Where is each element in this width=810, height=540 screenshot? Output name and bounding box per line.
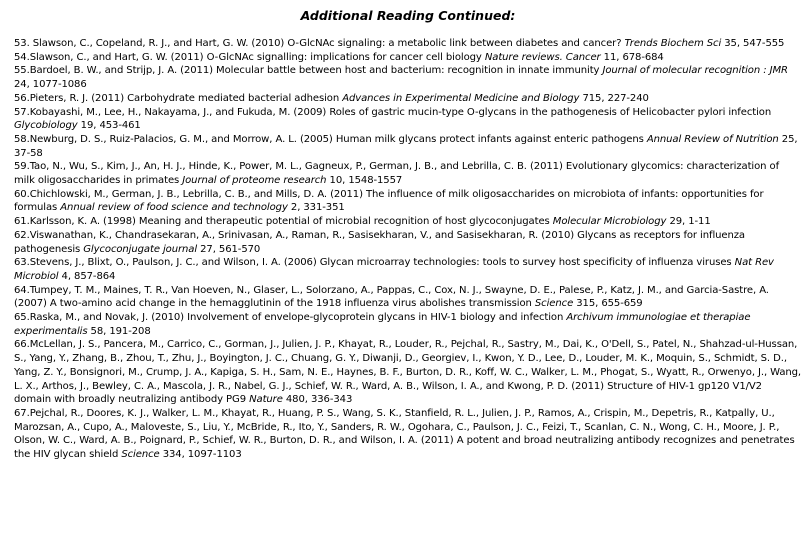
reference-number: 61. <box>14 216 30 228</box>
reference-item <box>14 407 802 462</box>
reference-details: 2, 331-351 <box>287 202 345 214</box>
reference-authors-title: Chichlowski, M., German, J. B., Lebrilla, C. B., and Mills, D. A. (2011) The influence of milk oligosaccharides on microbiota of infants: opportunities for formulas <box>14 188 764 214</box>
reference-number: 53. <box>14 38 30 49</box>
reference-journal: Glycoconjugate journal <box>83 243 198 255</box>
reference-number: 62. <box>14 229 30 241</box>
reference-details: 334, 1097-1103 <box>159 449 242 461</box>
reference-authors-title: Pejchal, R., Doores, K. J., Walker, L. M., Khayat, R., Huang, P. S., Wang, S. K., Stanfield, R. L., Julien, J. P., Ramos, A., Crispin, M., Depetris, R., Katpally, U., Marozsan, A., Cupo, A., Maloveste, S., Liu, Y., McBride, R., Ito, Y., Sanders, R. W., Ogohara, C., Paulson, J. C., Feizi, T., Scanlan, C. N., Wong, C. H., Moore, J. P., Olson, W. C., Ward, A. B., Poignard, P., Schief, W. R., Burton, D. R., and Wilson, I. A. (2011) A potent and broad neutralizing antibody recognizes and penetrates the HIV glycan shield <box>14 407 795 461</box>
reference-item <box>14 37 802 51</box>
reference-details: 11, 678-684 <box>600 51 664 63</box>
reference-journal: Molecular Microbiology <box>552 216 667 228</box>
reference-item <box>14 106 802 133</box>
reference-details: 715, 227-240 <box>579 92 649 104</box>
reference-authors-title: Slawson, C., and Hart, G. W. (2011) O-GlcNAc signalling: implications for cancer cell biology <box>29 51 485 63</box>
reference-journal: Nat Rev Microbiol <box>14 257 774 282</box>
reference-list <box>14 37 802 462</box>
reference-journal: Science <box>121 449 160 461</box>
reference-details: 10, 1548-1557 <box>326 175 403 187</box>
reference-details: 19, 453-461 <box>77 120 141 132</box>
reference-details: 35, 547-555 <box>721 38 785 49</box>
reference-journal: Nature reviews. Cancer <box>484 51 601 63</box>
reference-authors-title: Raska, M., and Novak, J. (2010) Involvement of envelope-glycoprotein glycans in HIV-1 biology and infection <box>29 312 567 324</box>
page-title: Additional Reading Continued: <box>300 8 516 23</box>
reference-details: 29, 1-11 <box>666 216 711 228</box>
reference-authors-title: Tumpey, T. M., Maines, T. R., Van Hoeven, N., Glaser, L., Solorzano, A., Pappas, C., Cox, N. J., Swayne, D. E., Palese, P., Katz, J. M., and Garcia-Sastre, A. (2007) A two-amino acid change in the hemagglutinin of the 1918 influenza virus abolishes transmission <box>14 284 769 310</box>
reference-number: 57. <box>14 106 30 118</box>
reference-details: 315, 655-659 <box>573 298 643 310</box>
reference-journal: Journal of proteome research <box>182 175 327 187</box>
reference-number: 56. <box>14 92 30 104</box>
reference-number: 65. <box>14 312 30 324</box>
reference-item <box>14 229 802 256</box>
reference-item <box>14 92 802 106</box>
reference-authors-title: Stevens, J., Blixt, O., Paulson, J. C., and Wilson, I. A. (2006) Glycan microarray technologies: tools to survey host specificity of influenza viruses <box>29 257 735 269</box>
reference-journal: Annual Review of Nutrition <box>646 133 779 145</box>
reference-item <box>14 51 802 65</box>
reference-item <box>14 284 802 311</box>
reference-authors-title: Kobayashi, M., Lee, H., Nakayama, J., and Fukuda, M. (2009) Roles of gastric mucin-type O-glycans in the pathogenesis of Helicobacter pylori infection <box>29 106 772 118</box>
reference-number: 54. <box>14 51 30 63</box>
reference-item <box>14 338 802 407</box>
reference-number: 66. <box>14 339 30 351</box>
reference-item <box>14 188 802 215</box>
reference-journal: Nature <box>249 394 283 406</box>
reference-details: 58, 191-208 <box>87 325 151 337</box>
reference-authors-title: Viswanathan, K., Chandrasekaran, A., Srinivasan, A., Raman, R., Sasisekharan, V., and Sasisekharan, R. (2010) Glycans as receptors for influenza pathogenesis <box>14 229 745 255</box>
reference-journal: Trends Biochem Sci <box>624 38 722 49</box>
reference-number: 60. <box>14 188 30 200</box>
reference-journal: Advances in Experimental Medicine and Biology <box>342 92 580 104</box>
reference-item <box>14 215 802 229</box>
reference-item <box>14 256 802 283</box>
reference-details: 27, 561-570 <box>197 243 261 255</box>
reference-authors-title: Tao, N., Wu, S., Kim, J., An, H. J., Hinde, K., Power, M. L., Gagneux, P., German, J. B., and Lebrilla, C. B. (2011) Evolutionary glycomics: characterization of milk oligosaccharides in primates <box>14 161 780 187</box>
reference-number: 64. <box>14 284 30 296</box>
reference-item <box>14 311 802 338</box>
reference-authors-title: McLellan, J. S., Pancera, M., Carrico, C., Gorman, J., Julien, J. P., Khayat, R., Louder, R., Pejchal, R., Sastry, M., Dai, K., O'Dell, S., Patel, N., Shahzad-ul-Hussan, S., Yang, Y., Zhang, B., Zhou, T., Zhu, J., Boyington, J. C., Chuang, G. Y., Diwanji, D., Georgiev, I., Kwon, Y. D., Lee, D., Louder, M. K., Moquin, S., Schmidt, S. D., Yang, Z. Y., Bonsignori, M., Crump, J. A., Kapiga, S. H., Sam, N. E., Haynes, B. F., Burton, D. R., Koff, W. C., Walker, L. M., Phogat, S., Wyatt, R., Orwenyo, J., Wang, L. X., Arthos, J., Bewley, C. A., Mascola, J. R., Nabel, G. J., Schief, W. R., Ward, A. B., Wilson, I. A., and Kwong, P. D. (2011) Structure of HIV-1 gp120 V1/V2 domain with broadly neutralizing antibody PG9 <box>14 339 802 406</box>
reference-details: 25, 37-58 <box>14 133 798 159</box>
reference-number: 59. <box>14 161 30 173</box>
reference-number: 58. <box>14 133 30 145</box>
reference-journal: Annual review of food science and technology <box>60 202 288 214</box>
reference-item <box>14 133 802 160</box>
reference-authors-title: Pieters, R. J. (2011) Carbohydrate mediated bacterial adhesion <box>29 92 343 104</box>
reference-journal: Glycobiology <box>14 120 78 132</box>
reference-authors-title: Newburg, D. S., Ruiz-Palacios, G. M., and Morrow, A. L. (2005) Human milk glycans protect infants against enteric pathogens <box>29 133 647 145</box>
reference-item <box>14 64 802 91</box>
reference-details: 4, 857-864 <box>58 270 116 282</box>
reference-number: 67. <box>14 407 30 419</box>
reference-journal: Journal of molecular recognition : JMR <box>602 65 788 77</box>
reference-journal: Archivum immunologiae et therapiae experimentalis <box>14 312 751 337</box>
reference-number: 55. <box>14 65 30 77</box>
reference-authors-title: Slawson, C., Copeland, R. J., and Hart, G. W. (2010) O-GlcNAc signaling: a metabolic link between diabetes and cancer? <box>29 38 625 49</box>
reference-authors-title: Bardoel, B. W., and Strijp, J. A. (2011) Molecular battle between host and bacterium: recognition in innate immunity <box>29 65 603 77</box>
reference-journal: Science <box>534 298 574 310</box>
reference-number: 63. <box>14 257 30 269</box>
reference-item <box>14 160 802 187</box>
reference-details: 24, 1077-1086 <box>14 79 87 91</box>
reference-details: 480, 336-343 <box>282 394 353 406</box>
reference-authors-title: Karlsson, K. A. (1998) Meaning and therapeutic potential of microbial recognition of host glycoconjugates <box>29 216 553 228</box>
